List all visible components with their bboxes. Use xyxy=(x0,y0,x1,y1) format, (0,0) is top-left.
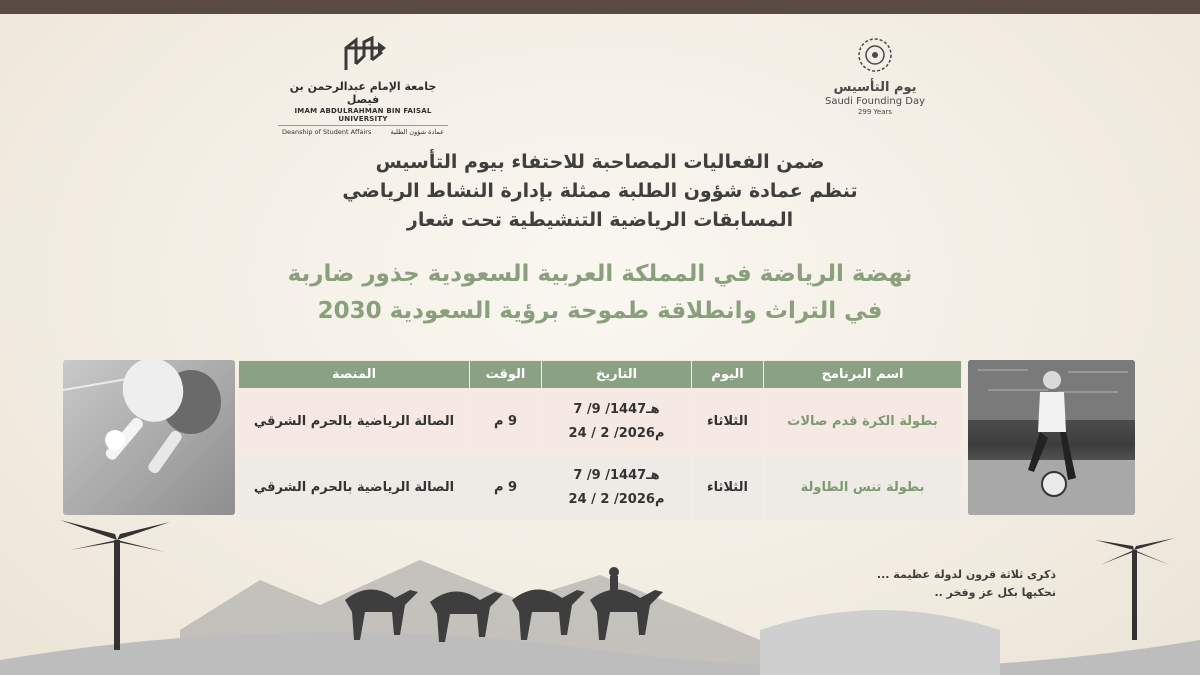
deanship-line xyxy=(278,125,448,136)
date-gregorian: 24 / 2 /2026م xyxy=(568,425,665,441)
intro-line-3: المسابقات الرياضية التنشيطية تحت شعار xyxy=(406,209,794,231)
program-venue: الصالة الرياضية بالحرم الشرقي xyxy=(239,455,470,521)
program-day: الثلاثاء xyxy=(692,389,764,455)
table-row xyxy=(239,389,962,455)
top-bar xyxy=(0,0,1200,14)
header-venue: المنصة xyxy=(239,361,470,389)
program-name: بطولة الكرة قدم صالات xyxy=(764,389,962,455)
date-hijri: 7 /9 /1447هـ xyxy=(573,467,660,483)
university-logo xyxy=(278,34,448,136)
founding-day-name-en: Saudi Founding Day xyxy=(824,96,926,107)
table-header-row xyxy=(239,361,962,389)
university-name-en: IMAM ABDULRAHMAN BIN FAISAL UNIVERSITY xyxy=(294,107,432,123)
intro-text xyxy=(200,148,1000,235)
founding-day-years: 299 Years xyxy=(857,108,893,116)
slogan-line-2: في التراث وانطلاقة طموحة برؤية السعودية 2030 xyxy=(317,298,883,324)
caption-line-1: ذكرى ثلاثة قرون لدولة عظيمة ... xyxy=(876,568,1056,581)
deanship-ar: عمادة شؤون الطلبة xyxy=(390,128,444,136)
programs-table xyxy=(238,360,962,521)
founding-day-name-ar: يوم التأسيس xyxy=(833,80,917,95)
program-time: 9 م xyxy=(470,455,542,521)
university-emblem-icon xyxy=(338,34,388,78)
date-gregorian: 24 / 2 /2026م xyxy=(568,491,665,507)
caption-line-2: نحكيها بكل عز وفخر .. xyxy=(934,586,1056,599)
futsal-photo xyxy=(968,360,1135,515)
program-date xyxy=(542,455,692,521)
slogan xyxy=(200,256,1000,330)
founding-day-logo xyxy=(820,36,930,126)
header-date: التاريخ xyxy=(542,361,692,389)
table-tennis-paddles-icon xyxy=(63,360,235,515)
table-tennis-photo xyxy=(63,360,235,515)
program-time: 9 م xyxy=(470,389,542,455)
caption xyxy=(876,566,1056,602)
program-date xyxy=(542,389,692,455)
date-hijri: 7 /9 /1447هـ xyxy=(573,401,660,417)
deanship-en: Deanship of Student Affairs xyxy=(282,128,372,136)
slogan-line-1: نهضة الرياضة في المملكة العربية السعودية جذور ضاربة xyxy=(287,261,913,287)
founding-day-emblem-icon xyxy=(856,36,894,74)
header-day: اليوم xyxy=(692,361,764,389)
futsal-player-icon xyxy=(968,360,1135,515)
header-program: اسم البرنامج xyxy=(764,361,962,389)
header-time: الوقت xyxy=(470,361,542,389)
program-venue: الصالة الرياضية بالحرم الشرقي xyxy=(239,389,470,455)
intro-line-1: ضمن الفعاليات المصاحبة للاحتفاء بيوم التأسيس xyxy=(375,151,825,173)
university-name-ar: جامعة الإمام عبدالرحمن بن فيصل xyxy=(289,80,437,106)
program-name: بطولة تنس الطاولة xyxy=(764,455,962,521)
table-row xyxy=(239,455,962,521)
program-day: الثلاثاء xyxy=(692,455,764,521)
intro-line-2: تنظم عمادة شؤون الطلبة ممثلة بإدارة النشاط الرياضي xyxy=(342,180,858,202)
